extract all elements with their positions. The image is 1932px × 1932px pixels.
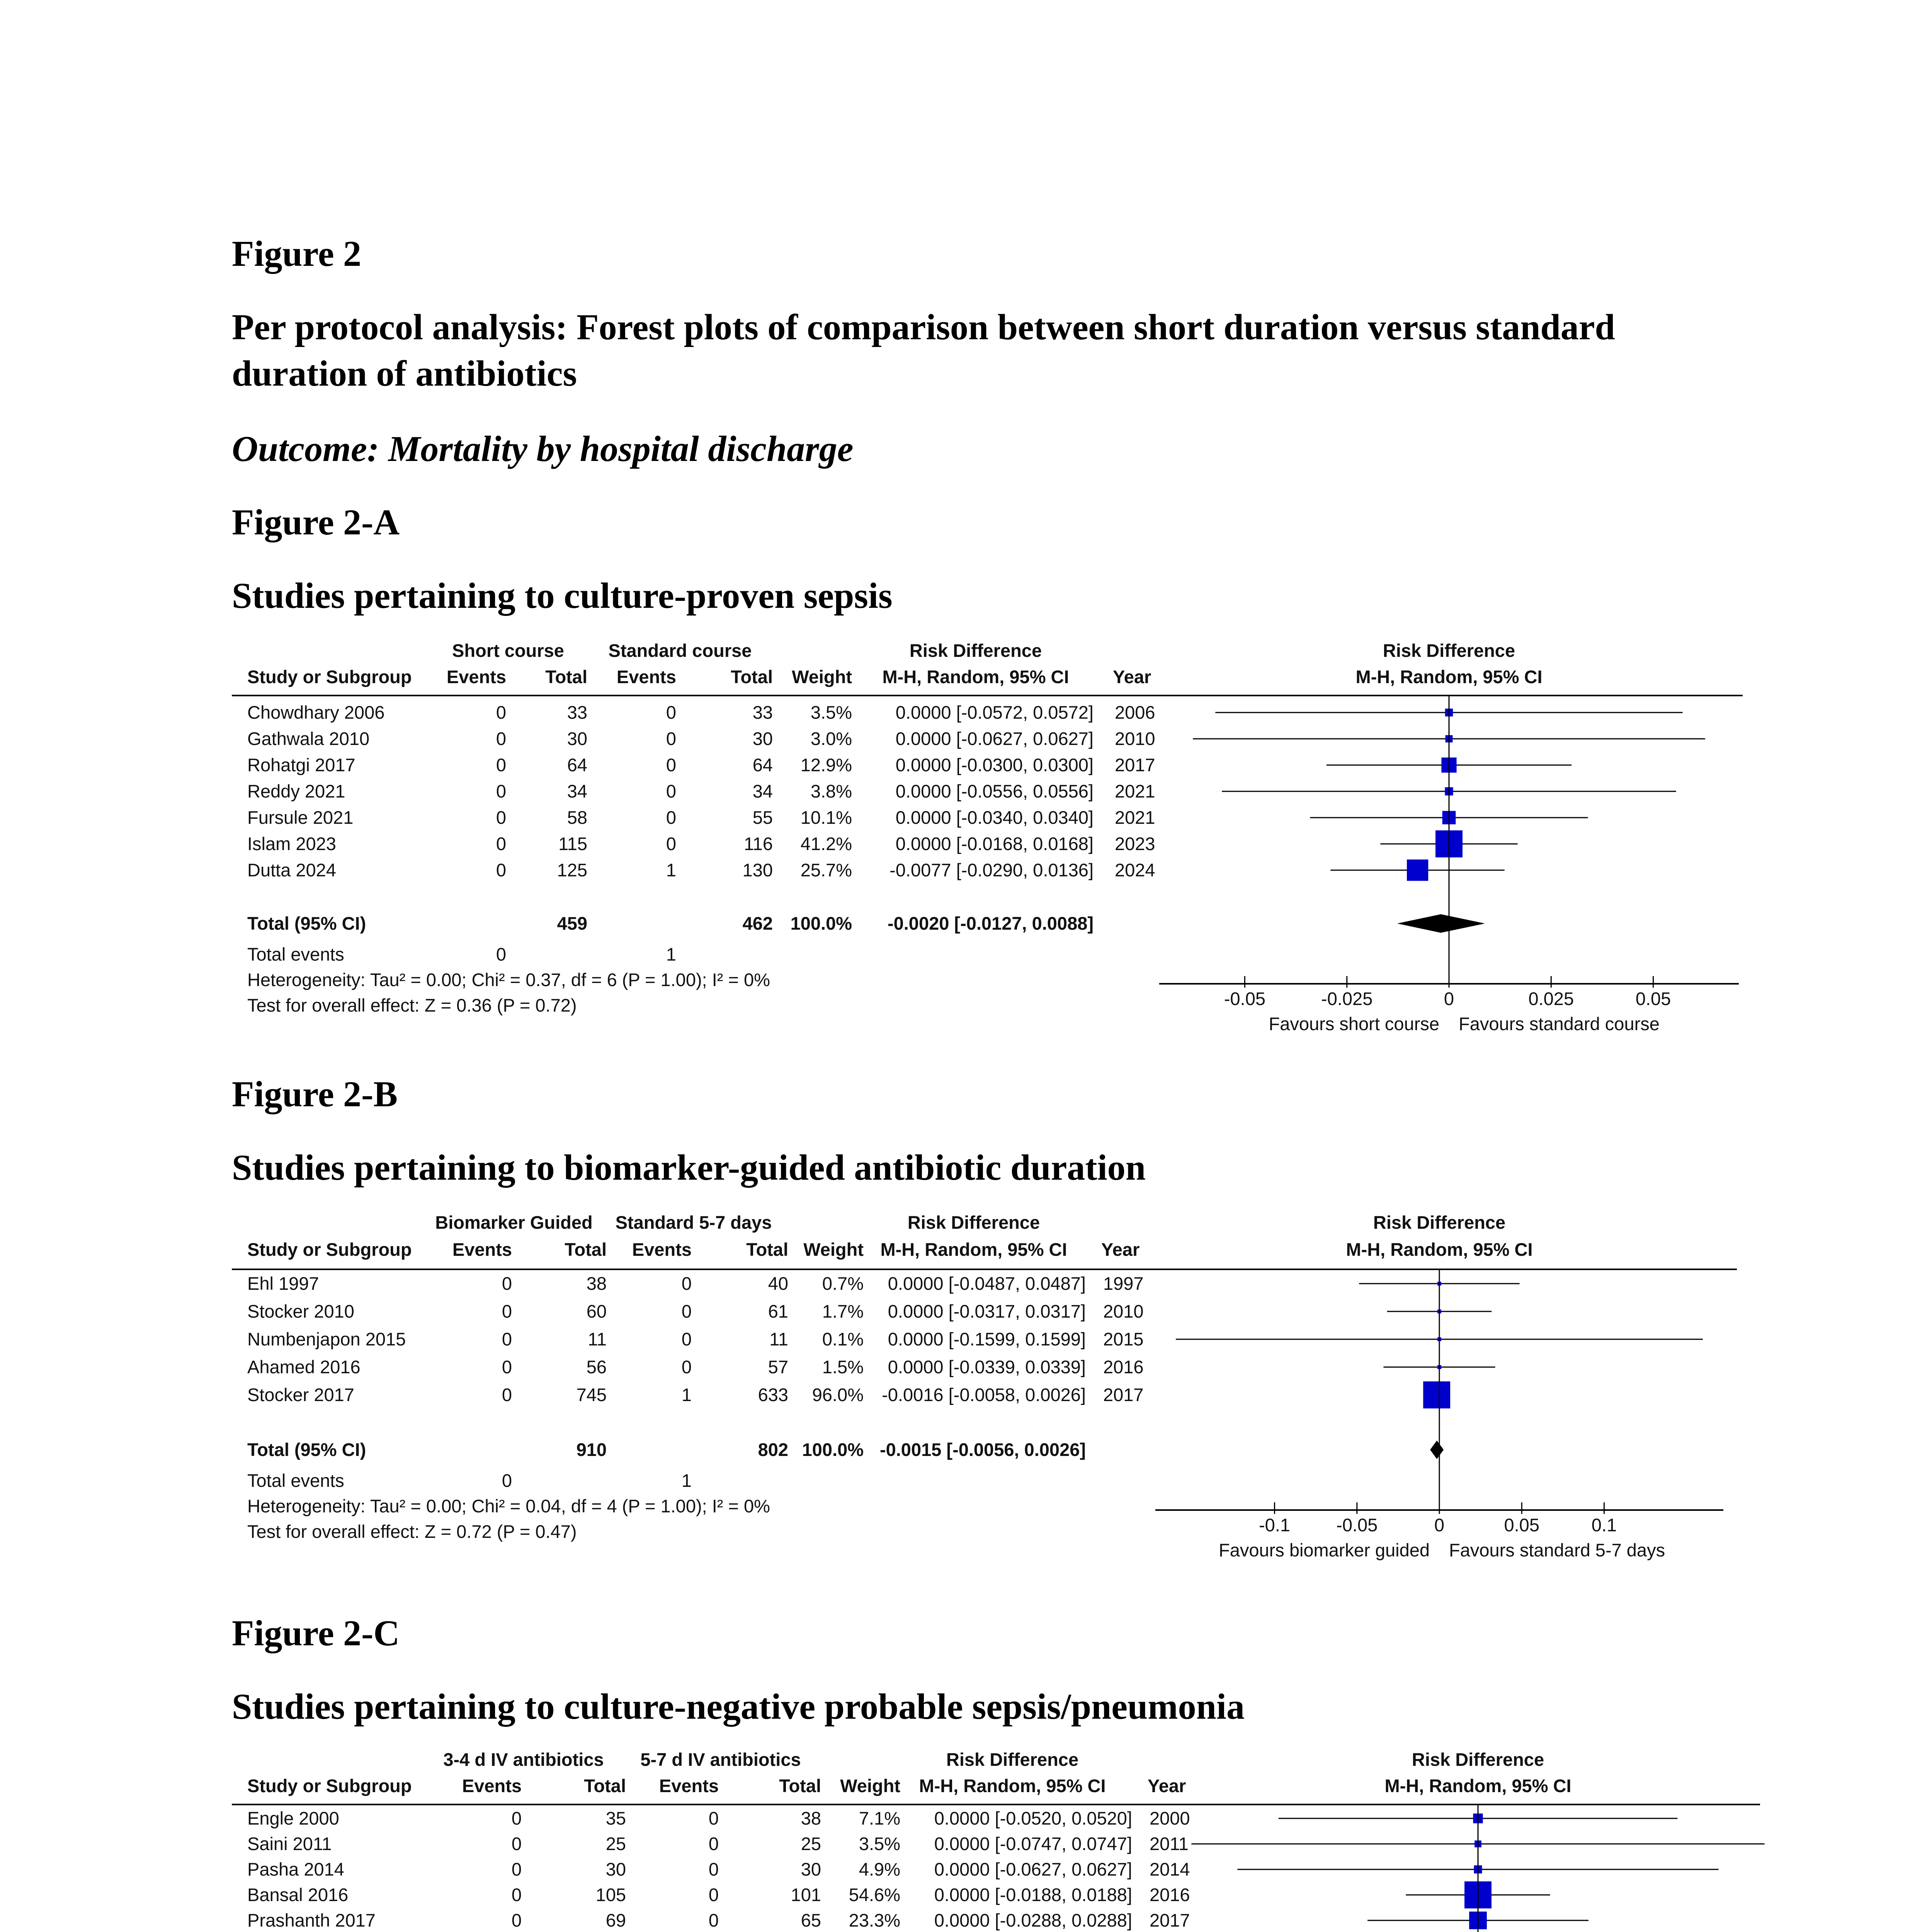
study-point	[1407, 859, 1428, 881]
study-ci: 0.0000 [-0.0288, 0.0288]	[934, 1910, 1132, 1930]
study-name: Engle 2000	[247, 1808, 339, 1828]
col-method: M-H, Random, 95% CI	[880, 1239, 1067, 1260]
study-point	[1423, 1381, 1450, 1408]
study-events-2: 0	[666, 807, 676, 828]
study-ci: 0.0000 [-0.0168, 0.0168]	[895, 833, 1094, 854]
study-year: 2006	[1115, 702, 1155, 723]
total-label: Total (95% CI)	[247, 913, 366, 934]
study-total-1: 69	[605, 1910, 626, 1930]
study-ci: 0.0000 [-0.0556, 0.0556]	[895, 781, 1094, 801]
figure-2a-label: Figure 2-A	[232, 502, 400, 543]
study-weight: 3.5%	[810, 702, 852, 723]
study-total-2: 65	[801, 1910, 821, 1930]
study-total-2: 33	[752, 702, 773, 723]
study-ci: 0.0000 [-0.0627, 0.0627]	[895, 728, 1094, 749]
forest-plot-2b	[0, 1206, 1932, 1592]
plot-effect-header: Risk Difference	[1373, 1212, 1506, 1233]
caption-line-1: Per protocol analysis: Forest plots of comparison between short duration versus standard	[232, 307, 1615, 347]
study-total-2: 25	[801, 1833, 821, 1854]
x-tick-label: 0	[1444, 988, 1454, 1009]
group2-header: Standard course	[608, 640, 752, 661]
col-year: Year	[1148, 1776, 1186, 1796]
study-events-1: 0	[496, 755, 506, 775]
overall-effect-text: Test for overall effect: Z = 0.72 (P = 0.47)	[247, 1521, 577, 1542]
study-ci: 0.0000 [-0.0339, 0.0339]	[888, 1357, 1086, 1377]
plot-col-method: M-H, Random, 95% CI	[1346, 1239, 1533, 1260]
study-total-2: 57	[768, 1357, 788, 1377]
study-name: Saini 2011	[247, 1833, 332, 1854]
forest-plot-2c	[0, 1743, 1932, 1932]
study-events-2: 0	[681, 1273, 692, 1294]
caption-line-2: duration of antibiotics	[232, 354, 577, 394]
study-ci: 0.0000 [-0.0487, 0.0487]	[888, 1273, 1086, 1294]
study-total-1: 115	[558, 833, 587, 854]
study-year: 2014	[1150, 1859, 1190, 1879]
col-weight: Weight	[840, 1776, 900, 1796]
study-total-2: 101	[791, 1884, 821, 1905]
x-tick-label: 0.1	[1591, 1515, 1617, 1535]
total-weight: 100.0%	[790, 913, 852, 934]
study-weight: 10.1%	[800, 807, 852, 828]
figure-2c-subtitle: Studies pertaining to culture-negative probable sepsis/pneumonia	[232, 1687, 1245, 1727]
study-events-2: 0	[666, 781, 676, 801]
study-name: Prashanth 2017	[247, 1910, 376, 1930]
study-ci: -0.0077 [-0.0290, 0.0136]	[889, 860, 1094, 880]
study-events-2: 0	[708, 1833, 719, 1854]
x-tick-label: 0.05	[1635, 988, 1671, 1009]
study-events-2: 0	[708, 1808, 719, 1828]
plot-effect-header: Risk Difference	[1412, 1749, 1544, 1770]
overall-effect-text: Test for overall effect: Z = 0.36 (P = 0.72)	[247, 995, 577, 1015]
group1-header: 3-4 d IV antibiotics	[443, 1749, 604, 1770]
study-total-1: 33	[567, 702, 587, 723]
study-weight: 1.5%	[822, 1357, 864, 1377]
col-method: M-H, Random, 95% CI	[882, 667, 1069, 687]
study-name: Ahamed 2016	[247, 1357, 361, 1377]
study-year: 2017	[1103, 1384, 1144, 1405]
x-tick-label: -0.025	[1321, 988, 1373, 1009]
figure-2c-label: Figure 2-C	[232, 1613, 400, 1653]
study-weight: 7.1%	[859, 1808, 900, 1828]
plot-col-method: M-H, Random, 95% CI	[1355, 667, 1543, 687]
study-total-1: 56	[586, 1357, 607, 1377]
effect-header: Risk Difference	[907, 1212, 1040, 1233]
total-diamond	[1397, 914, 1485, 933]
study-year: 2015	[1103, 1329, 1144, 1349]
study-year: 2000	[1150, 1808, 1190, 1828]
study-weight: 96.0%	[812, 1384, 864, 1405]
col-events-2: Events	[632, 1239, 692, 1260]
study-events-2: 1	[681, 1384, 692, 1405]
study-total-2: 64	[752, 755, 773, 775]
study-events-1: 0	[502, 1357, 512, 1377]
study-year: 2023	[1115, 833, 1155, 854]
total-label: Total (95% CI)	[247, 1439, 366, 1460]
favours-right-label: Favours standard course	[1459, 1014, 1660, 1034]
study-name: Stocker 2010	[247, 1301, 354, 1321]
study-events-1: 0	[511, 1859, 522, 1879]
study-weight: 54.6%	[849, 1884, 900, 1905]
study-total-2: 34	[752, 781, 773, 801]
col-total-2: Total	[731, 667, 773, 687]
col-total-1: Total	[584, 1776, 626, 1796]
col-events-1: Events	[446, 667, 506, 687]
study-ci: 0.0000 [-0.0572, 0.0572]	[895, 702, 1094, 723]
study-events-1: 0	[502, 1273, 512, 1294]
study-total-1: 25	[605, 1833, 626, 1854]
col-total-2: Total	[779, 1776, 821, 1796]
figure-2a-subtitle: Studies pertaining to culture-proven sepsis	[232, 576, 893, 616]
x-tick-label: -0.1	[1259, 1515, 1291, 1535]
study-ci: 0.0000 [-0.0188, 0.0188]	[934, 1884, 1132, 1905]
study-total-1: 35	[605, 1808, 626, 1828]
study-total-2: 633	[758, 1384, 788, 1405]
x-tick-label: -0.05	[1224, 988, 1265, 1009]
study-year: 2024	[1115, 860, 1155, 880]
study-events-2: 0	[708, 1910, 719, 1930]
study-total-1: 105	[595, 1884, 626, 1905]
plot-effect-header: Risk Difference	[1383, 640, 1515, 661]
study-ci: 0.0000 [-0.0747, 0.0747]	[934, 1833, 1132, 1854]
study-ci: 0.0000 [-0.0627, 0.0627]	[934, 1859, 1132, 1879]
study-ci: -0.0016 [-0.0058, 0.0026]	[882, 1384, 1086, 1405]
total-events-1: 0	[502, 1470, 512, 1491]
study-events-2: 0	[666, 702, 676, 723]
study-total-2: 55	[752, 807, 773, 828]
favours-right-label: Favours standard 5-7 days	[1449, 1540, 1665, 1560]
study-weight: 23.3%	[849, 1910, 900, 1930]
study-weight: 0.7%	[822, 1273, 864, 1294]
total-diamond	[1430, 1440, 1444, 1459]
study-events-1: 0	[511, 1884, 522, 1905]
study-events-1: 0	[502, 1384, 512, 1405]
study-weight: 3.8%	[810, 781, 852, 801]
group2-header: Standard 5-7 days	[615, 1212, 772, 1233]
study-weight: 3.5%	[859, 1833, 900, 1854]
study-events-2: 0	[708, 1859, 719, 1879]
study-total-1: 125	[557, 860, 587, 880]
study-total-2: 130	[742, 860, 773, 880]
col-year: Year	[1113, 667, 1151, 687]
study-events-1: 0	[496, 833, 506, 854]
total-events-1: 0	[496, 944, 506, 964]
study-events-1: 0	[502, 1301, 512, 1321]
study-events-2: 0	[666, 833, 676, 854]
study-name: Stocker 2017	[247, 1384, 354, 1405]
study-events-2: 1	[666, 860, 676, 880]
study-events-1: 0	[496, 781, 506, 801]
study-year: 2017	[1115, 755, 1155, 775]
forest-plot-2a-svg	[0, 634, 1932, 1039]
study-name: Dutta 2024	[247, 860, 336, 880]
figure-title: Figure 2	[232, 234, 362, 274]
plot-col-method: M-H, Random, 95% CI	[1384, 1776, 1571, 1796]
total-events-2: 1	[666, 944, 676, 964]
study-year: 1997	[1103, 1273, 1144, 1294]
forest-plot-2a	[0, 634, 1932, 1039]
x-tick-label: 0	[1434, 1515, 1445, 1535]
col-method: M-H, Random, 95% CI	[919, 1776, 1106, 1796]
x-tick-label: 0.025	[1528, 988, 1574, 1009]
study-ci: 0.0000 [-0.0520, 0.0520]	[934, 1808, 1132, 1828]
figure-2b-label: Figure 2-B	[232, 1074, 398, 1114]
study-total-1: 60	[586, 1301, 607, 1321]
study-total-1: 64	[567, 755, 587, 775]
col-weight: Weight	[803, 1239, 864, 1260]
study-name: Fursule 2021	[247, 807, 354, 828]
study-events-2: 0	[708, 1884, 719, 1905]
study-events-1: 0	[496, 807, 506, 828]
study-name: Ehl 1997	[247, 1273, 319, 1294]
heterogeneity-text: Heterogeneity: Tau² = 0.00; Chi² = 0.37, df = 6 (P = 1.00); I² = 0%	[247, 969, 770, 990]
study-total-1: 38	[586, 1273, 607, 1294]
study-events-1: 0	[511, 1808, 522, 1828]
study-weight: 12.9%	[800, 755, 852, 775]
study-name: Bansal 2016	[247, 1884, 349, 1905]
total-ci: -0.0020 [-0.0127, 0.0088]	[887, 913, 1094, 934]
study-events-1: 0	[496, 728, 506, 749]
study-events-1: 0	[496, 702, 506, 723]
study-total-2: 116	[744, 833, 773, 854]
study-ci: 0.0000 [-0.1599, 0.1599]	[888, 1329, 1086, 1349]
study-total-1: 34	[567, 781, 587, 801]
study-events-1: 0	[502, 1329, 512, 1349]
study-total-1: 30	[605, 1859, 626, 1879]
study-year: 2016	[1150, 1884, 1190, 1905]
favours-left-label: Favours biomarker guided	[1219, 1540, 1430, 1560]
group1-header: Biomarker Guided	[435, 1212, 593, 1233]
total-events-2: 1	[681, 1470, 692, 1491]
study-events-2: 0	[681, 1329, 692, 1349]
col-events-2: Events	[659, 1776, 719, 1796]
study-name: Chowdhary 2006	[247, 702, 385, 723]
col-events-1: Events	[452, 1239, 512, 1260]
study-year: 2010	[1103, 1301, 1144, 1321]
study-year: 2021	[1115, 807, 1155, 828]
study-weight: 4.9%	[859, 1859, 900, 1879]
figure-2b-subtitle: Studies pertaining to biomarker-guided antibiotic duration	[232, 1148, 1146, 1188]
col-events-2: Events	[616, 667, 676, 687]
study-name: Reddy 2021	[247, 781, 345, 801]
col-events-1: Events	[462, 1776, 522, 1796]
col-weight: Weight	[792, 667, 852, 687]
study-ci: 0.0000 [-0.0317, 0.0317]	[888, 1301, 1086, 1321]
col-year: Year	[1101, 1239, 1140, 1260]
total-ci: -0.0015 [-0.0056, 0.0026]	[879, 1439, 1086, 1460]
study-name: Pasha 2014	[247, 1859, 344, 1879]
col-study: Study or Subgroup	[247, 667, 412, 687]
study-name: Numbenjapon 2015	[247, 1329, 406, 1349]
study-year: 2021	[1115, 781, 1155, 801]
total-events-label: Total events	[247, 1470, 344, 1491]
study-events-2: 0	[681, 1357, 692, 1377]
study-total-1: 11	[588, 1329, 607, 1349]
study-name: Islam 2023	[247, 833, 336, 854]
study-year: 2011	[1150, 1833, 1189, 1854]
study-events-2: 0	[666, 728, 676, 749]
study-total-1: 745	[576, 1384, 607, 1405]
study-total-2: 40	[768, 1273, 788, 1294]
forest-plot-2c-svg	[0, 1743, 1932, 1932]
study-weight: 0.1%	[822, 1329, 864, 1349]
heterogeneity-text: Heterogeneity: Tau² = 0.00; Chi² = 0.04, df = 4 (P = 1.00); I² = 0%	[247, 1496, 770, 1516]
study-weight: 3.0%	[810, 728, 852, 749]
study-year: 2017	[1150, 1910, 1190, 1930]
col-study: Study or Subgroup	[247, 1239, 412, 1260]
study-events-2: 0	[666, 755, 676, 775]
col-total-2: Total	[746, 1239, 788, 1260]
forest-plot-2b-svg	[0, 1206, 1932, 1592]
effect-header: Risk Difference	[946, 1749, 1079, 1770]
effect-header: Risk Difference	[909, 640, 1042, 661]
study-total-2: 38	[801, 1808, 821, 1828]
study-year: 2016	[1103, 1357, 1144, 1377]
col-total-1: Total	[545, 667, 587, 687]
total-weight: 100.0%	[802, 1439, 864, 1460]
study-name: Rohatgi 2017	[247, 755, 355, 775]
study-total-2: 11	[769, 1329, 788, 1349]
study-weight: 25.7%	[800, 860, 852, 880]
study-weight: 41.2%	[800, 833, 852, 854]
study-total-1: 30	[567, 728, 587, 749]
total-n1: 910	[576, 1439, 607, 1460]
study-events-1: 0	[511, 1910, 522, 1930]
study-ci: 0.0000 [-0.0340, 0.0340]	[895, 807, 1094, 828]
outcome-heading: Outcome: Mortality by hospital discharge	[232, 429, 854, 469]
study-ci: 0.0000 [-0.0300, 0.0300]	[895, 755, 1094, 775]
study-events-1: 0	[496, 860, 506, 880]
study-year: 2010	[1115, 728, 1155, 749]
total-n2: 802	[758, 1439, 788, 1460]
study-events-2: 0	[681, 1301, 692, 1321]
group2-header: 5-7 d IV antibiotics	[640, 1749, 801, 1770]
study-total-2: 61	[768, 1301, 788, 1321]
x-tick-label: -0.05	[1336, 1515, 1378, 1535]
col-study: Study or Subgroup	[247, 1776, 412, 1796]
study-total-1: 58	[567, 807, 587, 828]
x-tick-label: 0.05	[1504, 1515, 1539, 1535]
study-weight: 1.7%	[822, 1301, 864, 1321]
study-name: Gathwala 2010	[247, 728, 370, 749]
study-events-1: 0	[511, 1833, 522, 1854]
study-total-2: 30	[752, 728, 773, 749]
study-total-2: 30	[801, 1859, 821, 1879]
total-n1: 459	[557, 913, 587, 934]
total-n2: 462	[742, 913, 773, 934]
favours-left-label: Favours short course	[1269, 1014, 1439, 1034]
col-total-1: Total	[565, 1239, 607, 1260]
total-events-label: Total events	[247, 944, 344, 964]
group1-header: Short course	[452, 640, 564, 661]
